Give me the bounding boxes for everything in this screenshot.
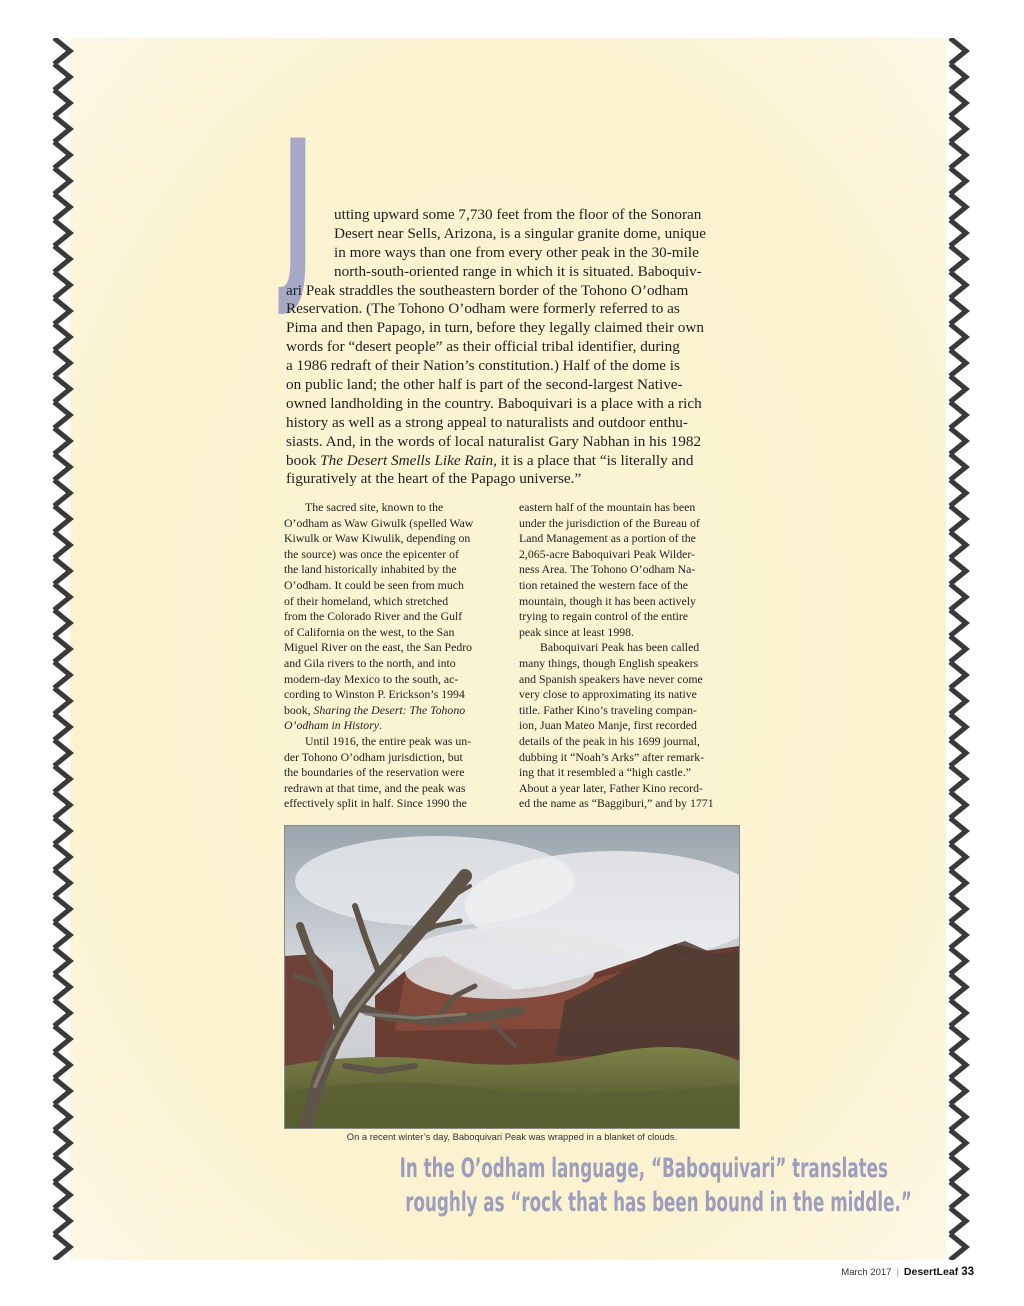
body-line: ing that it resembled a “high castle.” (519, 765, 691, 780)
pull-quote (250, 1152, 912, 1220)
book-title: The Desert Smells Like Rain (320, 451, 494, 469)
body-column-right (519, 500, 741, 812)
chevron-mark (950, 714, 966, 740)
body-line: under the jurisdiction of the Bureau of (519, 515, 700, 530)
chevron-mark (54, 532, 70, 558)
chevron-mark (950, 298, 966, 324)
body-line: Kiwulk or Waw Kiwulik, depending on (284, 531, 471, 546)
chevron-mark (950, 1000, 966, 1026)
chevron-mark (950, 1026, 966, 1052)
intro-line: a 1986 redraft of their Nation’s constitution.) Half of the dome is (286, 357, 680, 375)
chevron-mark (54, 168, 70, 194)
chevron-mark (950, 64, 966, 90)
chevron-mark (54, 428, 70, 454)
body-line: very close to approximating its native (519, 687, 697, 702)
chevron-mark (54, 844, 70, 870)
chevron-mark (950, 1234, 966, 1260)
body-line: the land historically inhabited by the (284, 562, 457, 577)
intro-line: Reservation. (The Tohono O’odham were formerly referred to as (286, 300, 680, 318)
chevron-mark (950, 220, 966, 246)
intro-line: words for “desert people” as their official tribal identifier, during (286, 338, 680, 356)
chevron-mark (54, 1234, 70, 1260)
chevron-mark (54, 818, 70, 844)
body-line: effectively split in half. Since 1990 the (284, 796, 467, 811)
chevron-mark (54, 948, 70, 974)
book-title: Sharing the Desert: The Tohono (313, 702, 466, 717)
chevron-mark (950, 792, 966, 818)
book-title: O’odham in History (284, 718, 380, 733)
chevron-mark (950, 818, 966, 844)
body-line: peak since at least 1998. (519, 624, 634, 639)
body-line: Baboquivari Peak has been called (540, 640, 700, 655)
chevron-mark (950, 688, 966, 714)
body-line: title. Father Kino’s traveling compan- (519, 702, 697, 717)
intro-text: , it is a place that “is literally and (493, 451, 694, 469)
body-line: About a year later, Father Kino record- (519, 780, 703, 795)
body-line-with-title: O’odham in History. (284, 718, 382, 733)
body-line: trying to regain control of the entire (519, 609, 689, 624)
chevron-mark (950, 1156, 966, 1182)
body-line: from the Colorado River and the Gulf (284, 609, 463, 624)
chevron-mark (950, 402, 966, 428)
chevron-mark (54, 38, 70, 64)
body-line: mountain, though it has been actively (519, 593, 696, 608)
page-footer (841, 1266, 974, 1278)
intro-line-with-title (286, 452, 744, 471)
chevron-mark (950, 454, 966, 480)
footer-separator: | (896, 1267, 899, 1278)
chevron-mark (54, 1104, 70, 1130)
chevron-mark (950, 584, 966, 610)
body-line: ed the name as “Baggiburi,” and by 1771 (519, 796, 714, 811)
intro-line: utting upward some 7,730 feet from the floor of the Sonoran (334, 206, 702, 223)
chevron-mark (54, 1078, 70, 1104)
body-line: eastern half of the mountain has been (519, 500, 696, 514)
intro-line: in more ways than one from every other peak in the 30-mile (334, 243, 699, 261)
chevron-mark (950, 896, 966, 922)
body-line: Until 1916, the entire peak was un- (305, 733, 472, 748)
chevron-mark (950, 428, 966, 454)
chevron-mark (54, 116, 70, 142)
chevron-mark (950, 272, 966, 298)
chevron-mark (54, 922, 70, 948)
chevron-mark (54, 142, 70, 168)
intro-line: Desert near Sells, Arizona, is a singular granite dome, unique (334, 224, 706, 242)
intro-line: north-south-oriented range in which it is situated. Baboquiv- (334, 262, 702, 280)
chevron-mark (950, 558, 966, 584)
chevron-mark (54, 870, 70, 896)
chevron-mark (54, 740, 70, 766)
body-line: modern-day Mexico to the south, ac- (284, 671, 459, 686)
chevron-mark (54, 1026, 70, 1052)
chevron-mark (54, 636, 70, 662)
body-line: Land Management as a portion of the (519, 531, 696, 546)
chevron-mark (54, 688, 70, 714)
chevron-mark (54, 194, 70, 220)
chevron-mark (950, 1078, 966, 1104)
body-line: 2,065-acre Baboquivari Peak Wilder- (519, 546, 695, 561)
chevron-mark (950, 194, 966, 220)
chevron-mark (950, 38, 966, 64)
chevron-mark (950, 142, 966, 168)
chevron-mark (950, 506, 966, 532)
chevron-mark (54, 662, 70, 688)
chevron-mark (950, 766, 966, 792)
chevron-mark (54, 792, 70, 818)
photo-caption: On a recent winter’s day, Baboquivari Peak was wrapped in a blanket of clouds. (346, 1131, 678, 1142)
body-line: details of the peak in his 1699 journal, (519, 733, 700, 748)
chevron-mark (54, 714, 70, 740)
chevron-mark (54, 480, 70, 506)
chevron-mark (950, 870, 966, 896)
left-chevron-border (50, 38, 76, 1260)
intro-line: Pima and then Papago, in turn, before they legally claimed their own (286, 319, 704, 337)
chevron-mark (54, 376, 70, 402)
chevron-mark (54, 220, 70, 246)
chevron-mark (950, 168, 966, 194)
body-line: ion, Juan Mateo Manje, first recorded (519, 718, 697, 733)
intro-line: siasts. And, in the words of local naturalist Gary Nabhan in his 1982 (286, 432, 702, 450)
page-number: 33 (961, 1266, 974, 1278)
chevron-mark (950, 1130, 966, 1156)
chevron-mark (950, 740, 966, 766)
publication-name: DesertLeaf (903, 1266, 959, 1278)
body-line: of California on the west, to the San (284, 624, 455, 639)
chevron-mark (54, 402, 70, 428)
chevron-mark (54, 1182, 70, 1208)
chevron-mark (54, 90, 70, 116)
chevron-mark (54, 558, 70, 584)
article-intro (286, 206, 744, 489)
chevron-mark (54, 350, 70, 376)
chevron-mark (54, 766, 70, 792)
body-line: of their homeland, which stretched (284, 593, 449, 608)
chevron-mark (54, 1052, 70, 1078)
chevron-mark (950, 1104, 966, 1130)
chevron-mark (950, 662, 966, 688)
chevron-mark (950, 480, 966, 506)
chevron-mark (54, 896, 70, 922)
intro-text: book (286, 451, 321, 469)
chevron-mark (54, 272, 70, 298)
intro-line: owned landholding in the country. Baboquivari is a place with a rich (286, 394, 702, 412)
body-line: O’odham as Waw Giwulk (spelled Waw (284, 515, 474, 530)
chevron-mark (54, 1130, 70, 1156)
chevron-mark (54, 64, 70, 90)
intro-line: history as well as a strong appeal to naturalists and outdoor enthu- (286, 413, 688, 431)
body-line: der Tohono O’odham jurisdiction, but (284, 749, 463, 764)
chevron-mark (950, 1052, 966, 1078)
chevron-mark (54, 454, 70, 480)
chevron-mark (54, 246, 70, 272)
chevron-mark (54, 324, 70, 350)
chevron-mark (950, 948, 966, 974)
intro-line: on public land; the other half is part of the second-largest Native- (286, 376, 683, 394)
body-line: Miguel River on the east, the San Pedro (284, 640, 473, 655)
chevron-mark (54, 1208, 70, 1234)
body-line: redrawn at that time, and the peak was (284, 780, 466, 795)
body-line: and Spanish speakers have never come (519, 671, 703, 686)
chevron-mark (950, 90, 966, 116)
chevron-mark (54, 1000, 70, 1026)
body-line: cording to Winston P. Erickson’s 1994 (284, 687, 465, 702)
baboquivari-peak-photo (284, 825, 740, 1129)
body-line-with-title (284, 703, 506, 719)
chevron-mark (54, 506, 70, 532)
chevron-mark (950, 974, 966, 1000)
chevron-mark (950, 636, 966, 662)
body-line: the source) was once the epicenter of (284, 546, 459, 561)
chevron-mark (54, 298, 70, 324)
body-line: The sacred site, known to the (305, 500, 444, 514)
chevron-mark (950, 922, 966, 948)
right-chevron-border (946, 38, 972, 1260)
pull-quote-line: In the O’odham language, “Baboquivari” translates (399, 1153, 888, 1184)
chevron-mark (950, 1182, 966, 1208)
body-line: dubbing it “Noah’s Arks” after remark- (519, 749, 705, 764)
chevron-mark (950, 532, 966, 558)
chevron-mark (950, 376, 966, 402)
body-text: book, (284, 702, 314, 717)
chevron-mark (54, 1156, 70, 1182)
footer-date: March 2017 (841, 1267, 892, 1278)
chevron-mark (950, 610, 966, 636)
drop-cap: J (283, 100, 313, 321)
pull-quote-line: roughly as “rock that has been bound in the middle.” (405, 1187, 912, 1218)
intro-line: figuratively at the heart of the Papago universe.” (286, 470, 582, 488)
chevron-mark (950, 844, 966, 870)
chevron-mark (950, 324, 966, 350)
chevron-mark (54, 974, 70, 1000)
chevron-mark (950, 350, 966, 376)
chevron-mark (54, 610, 70, 636)
intro-line: ari Peak straddles the southeastern border of the Tohono O’odham (286, 281, 689, 299)
body-line: tion retained the western face of the (519, 577, 689, 592)
chevron-mark (950, 246, 966, 272)
body-line: O’odham. It could be seen from much (284, 577, 464, 592)
body-column-left (284, 500, 506, 812)
body-line: many things, though English speakers (519, 655, 699, 670)
body-line: the boundaries of the reservation were (284, 765, 465, 780)
body-line: and Gila rivers to the north, and into (284, 655, 456, 670)
chevron-mark (950, 1208, 966, 1234)
chevron-mark (54, 584, 70, 610)
body-line: ness Area. The Tohono O’odham Na- (519, 562, 696, 577)
chevron-mark (950, 116, 966, 142)
